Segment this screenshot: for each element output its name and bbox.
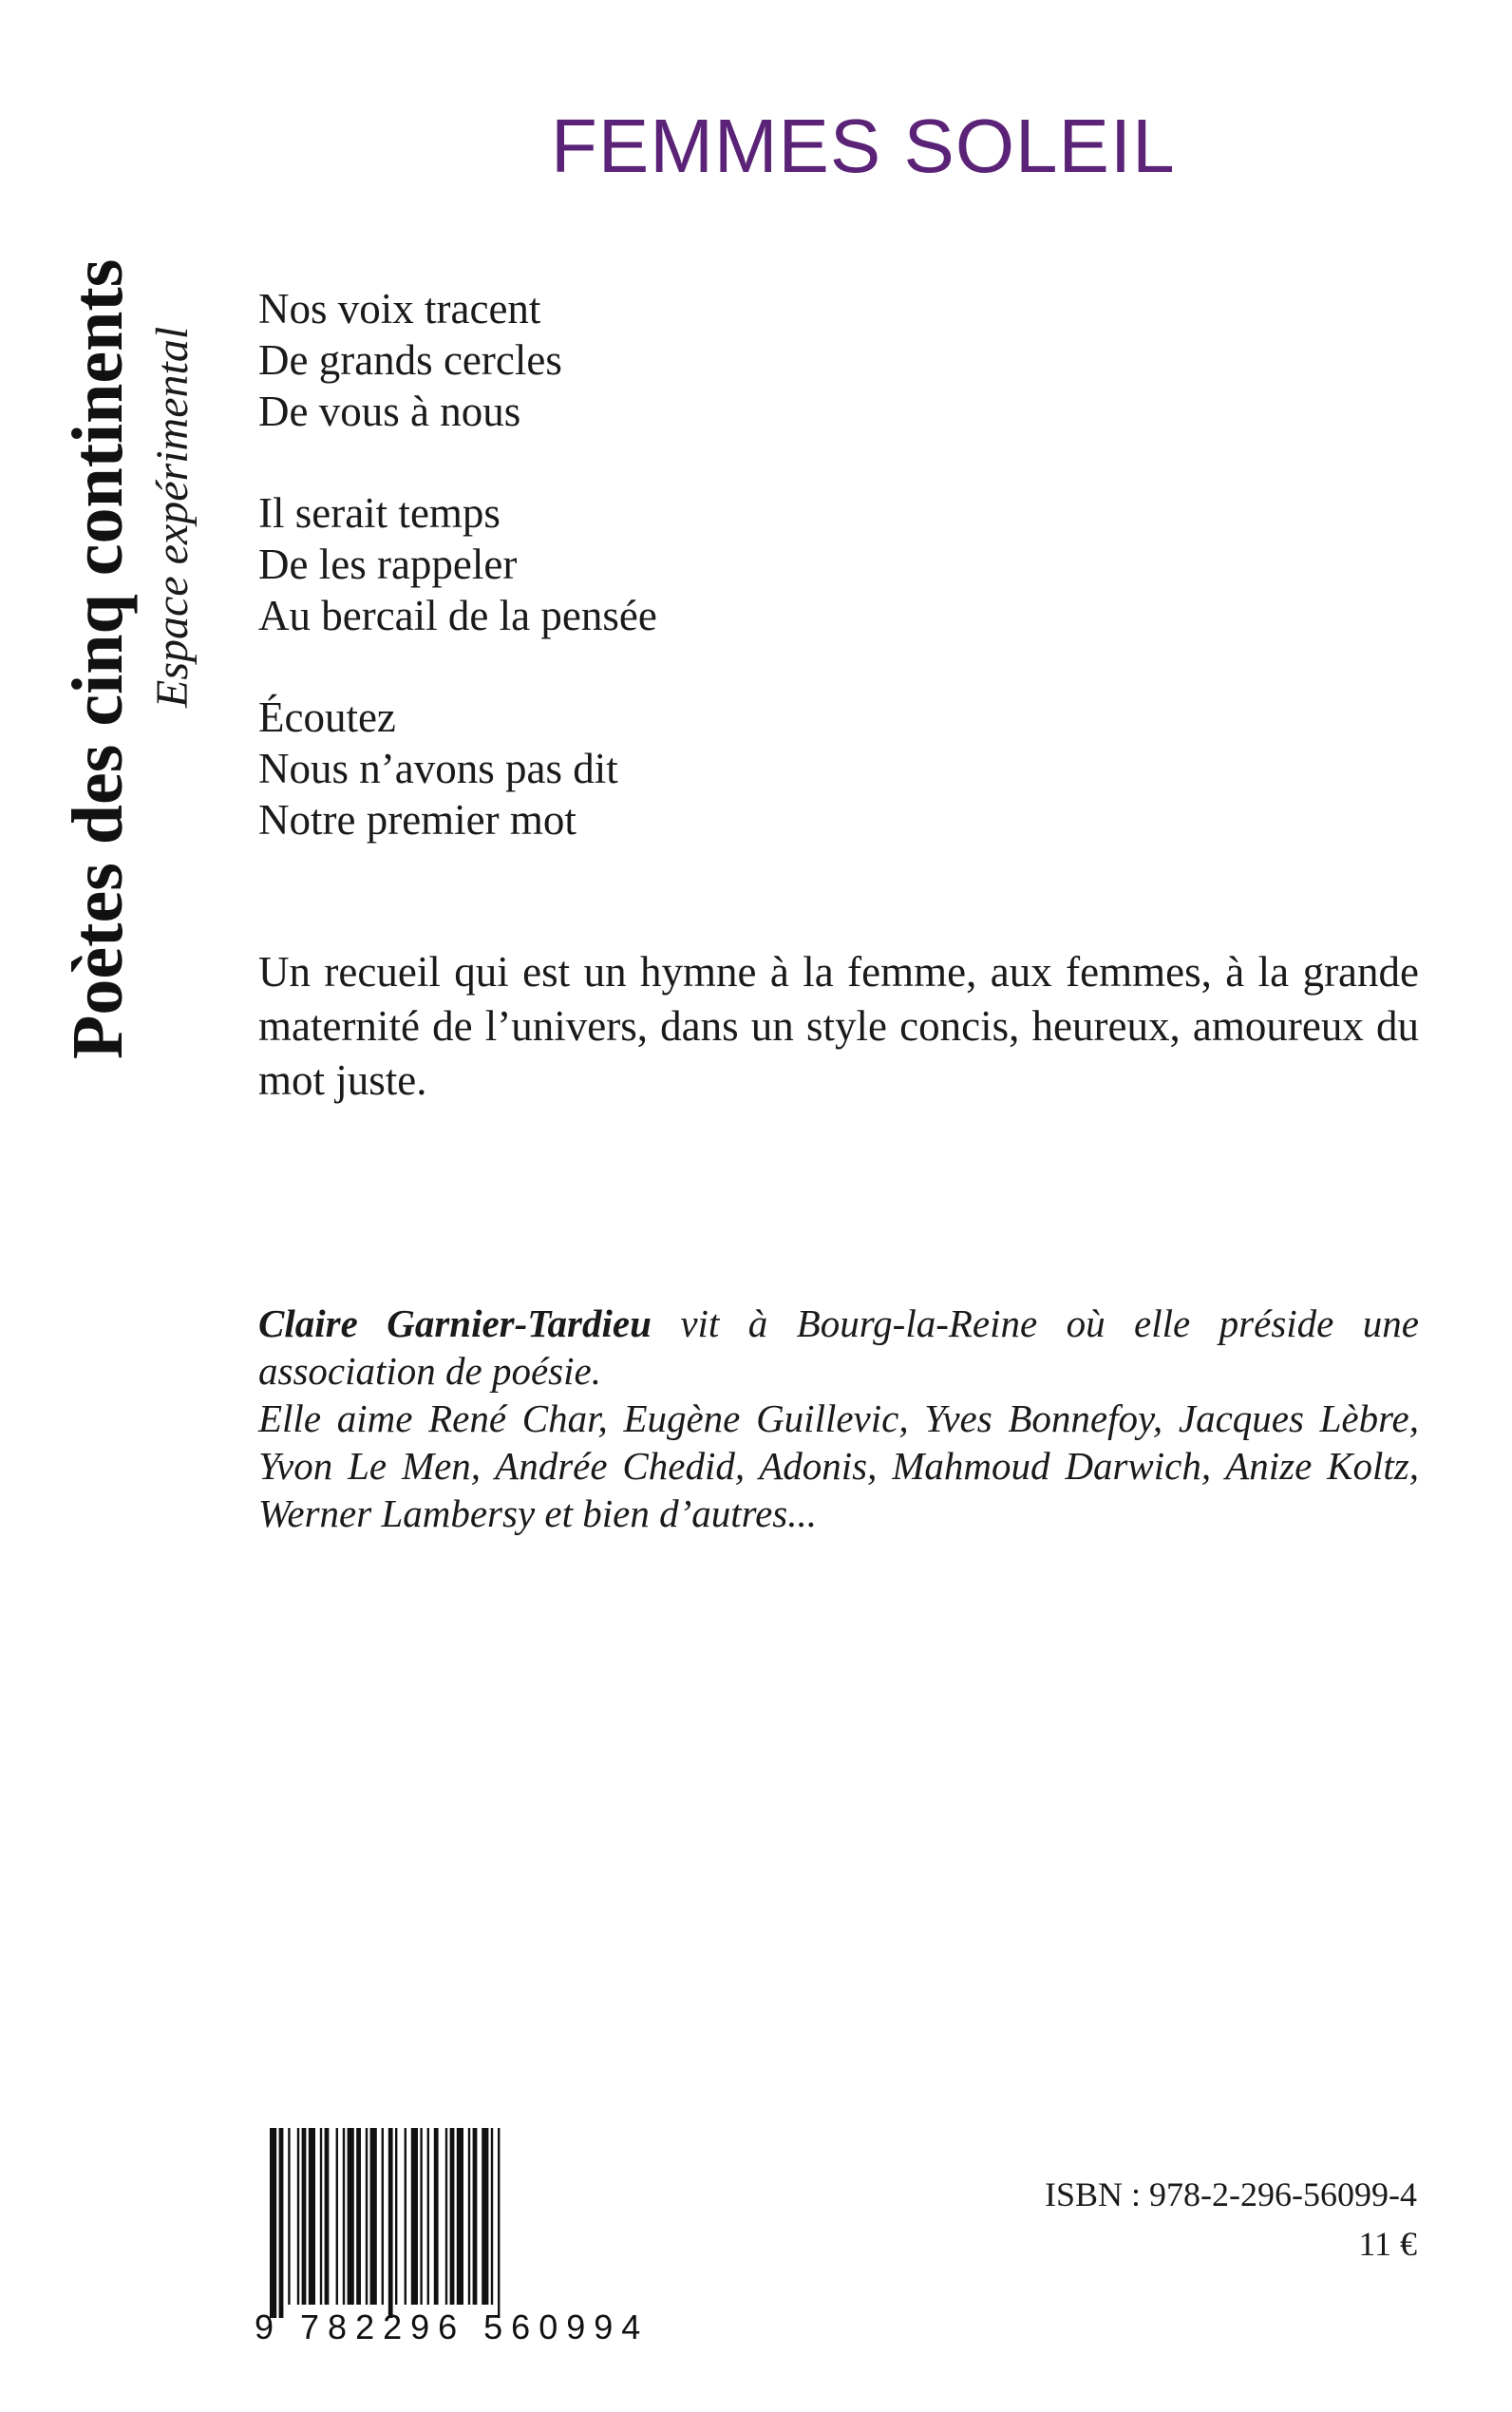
barcode-bar [473,2128,478,2305]
series-title: Poètes des cinq continents [58,258,138,1059]
barcode-bar [420,2128,422,2305]
barcode-bar [382,2128,384,2305]
poem-line: De les rappeler [258,541,518,588]
barcode-bar [320,2128,322,2305]
author-influences: Elle aime René Char, Eugène Guillevic, Yves Bonnefoy, Jacques Lèbre, Yvon Le Men, Andrée Chedid, Adonis, Mahmoud Darwich, Anize Koltz, Werner Lambersy et bien d’autres... [258,1396,1419,1535]
barcode-bar [348,2128,354,2305]
barcode-bar [366,2128,368,2305]
barcode-digits: 9 782296 560994 [255,2308,650,2346]
poem-line: Nous n’avons pas dit [258,745,618,792]
poem-line: Écoutez [258,693,396,741]
author-name: Claire Garnier-Tardieu [258,1301,652,1345]
barcode-bar [370,2128,377,2305]
barcode-bar [270,2128,276,2318]
barcode-bar [343,2128,345,2305]
poem-line: De grands cercles [258,336,562,384]
barcode-bar [457,2128,463,2305]
barcode-bar [279,2128,284,2318]
barcode-bar [482,2128,488,2305]
barcode-bar [427,2128,429,2305]
barcode-bar [411,2128,418,2305]
poem-line: Au bercail de la pensée [258,592,657,639]
barcode-bar [309,2128,315,2305]
barcode [249,2128,650,2356]
barcode-bar [445,2128,447,2305]
series-spine [38,152,209,1059]
poem-line: Il serait temps [258,489,501,537]
poem-line: De vous à nous [258,388,521,435]
poem-stanza-2 [258,487,1417,641]
barcode-bar [450,2128,455,2305]
barcode-bar [336,2128,338,2305]
poem-line: Notre premier mot [258,796,576,844]
poem-stanza-1 [258,283,1417,437]
price: 11 € [1358,2225,1417,2263]
book-title: FEMMES SOLEIL [551,104,1176,188]
barcode-bar [434,2128,439,2305]
author-bio-text: vit à Bourg-la-Reine où elle préside une association de poésie. [258,1301,1419,1393]
series-subtitle: Espace expérimental [147,326,198,708]
poem-line: Nos voix tracent [258,285,541,332]
barcode-bar [498,2128,500,2318]
barcode-bar [405,2128,406,2305]
poem-stanza-3 [258,692,1417,845]
barcode-bar [491,2128,493,2305]
barcode-bar [288,2128,290,2305]
barcode-bar [468,2128,470,2305]
book-description: Un recueil qui est un hymne à la femme, aux femmes, à la grande maternité de l’univers, dans un style concis, heureux, amoureux du mot juste. [258,948,1419,1104]
barcode-bar [356,2128,361,2305]
barcode-bar [395,2128,397,2305]
isbn: ISBN : 978-2-296-56099-4 [1045,2175,1417,2213]
barcode-bar [302,2128,307,2305]
barcode-bar [297,2128,299,2305]
barcode-bar [388,2128,393,2318]
barcode-bar [325,2128,330,2305]
poem [258,283,1417,896]
author-bio [258,1300,1419,1537]
